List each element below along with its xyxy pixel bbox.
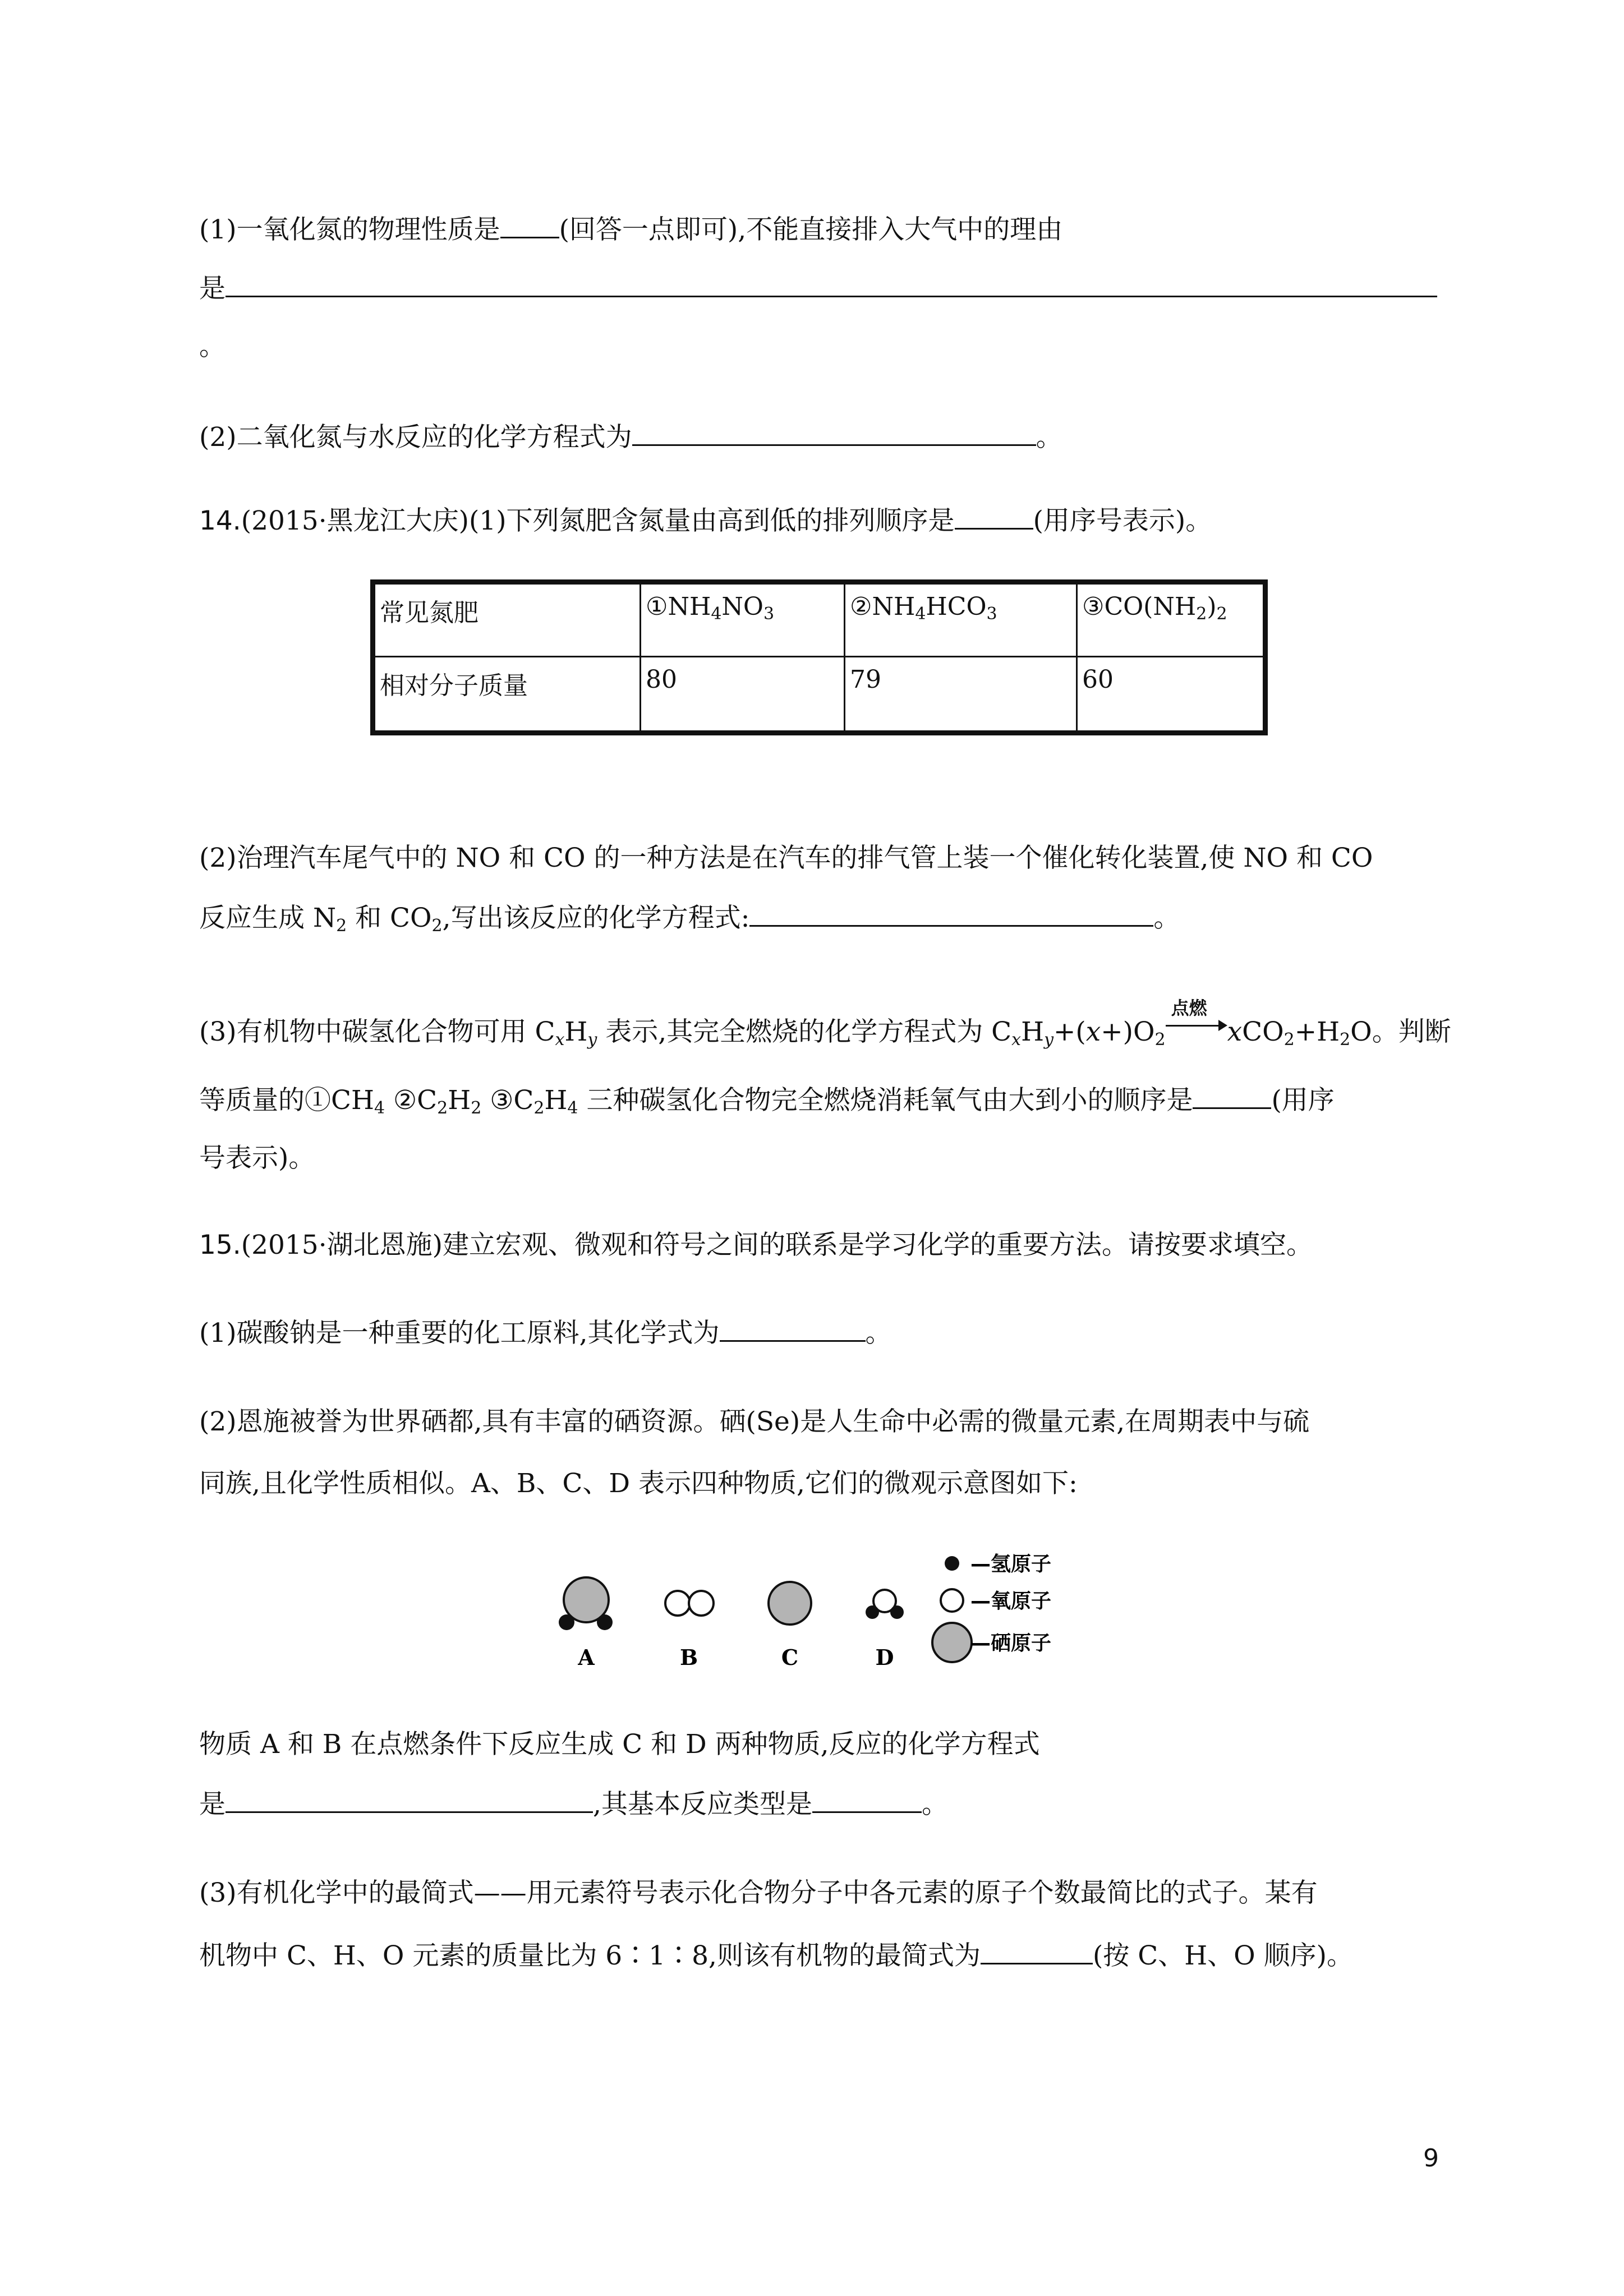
legend-selenium: —硒原子	[970, 1632, 1052, 1655]
fertilizer-table	[370, 579, 1268, 735]
label-b: B	[679, 1645, 698, 1670]
q15-part2-line4: 是 ,其基本反应类型是 。	[199, 1787, 948, 1821]
q15-part2-line3: 物质 A 和 B 在点燃条件下反应生成 C 和 D 两种物质,反应的化学方程式	[199, 1729, 1040, 1760]
q13-part1-period: 。	[199, 331, 226, 362]
hydrogen-legend-icon	[945, 1556, 959, 1571]
q15-part3-line1: (3)有机化学中的最简式——用元素符号表示化合物分子中各元素的原子个数最简比的式子。某有	[199, 1878, 1318, 1908]
q14-blank-oxygen-order[interactable]	[1193, 1083, 1271, 1109]
table-cell: $②NH_4HCO_3$	[845, 582, 1077, 657]
selenium-legend-icon	[932, 1623, 972, 1662]
table-cell: 相对分子质量	[373, 657, 641, 733]
q13-part1-text-a: (1)一氧化氮的物理性质是	[199, 214, 500, 245]
q15-part2-line1: (2)恩施被誉为世界硒都,具有丰富的硒资源。硒(Se)是人生命中必需的微量元素,在周期表中与硫	[199, 1406, 1310, 1437]
table-row	[373, 582, 1266, 657]
q14-stem-tail: (用序号表示)。	[1033, 505, 1212, 536]
q15-part1-line: (1)碳酸钠是一种重要的化工原料,其化学式为 。	[199, 1315, 892, 1350]
q13-part2-text: (2)二氧化氮与水反应的化学方程式为	[199, 422, 632, 453]
q15-blank-reaction-type[interactable]	[812, 1787, 922, 1813]
molecule-a	[559, 1577, 613, 1670]
q13-part1-line3	[199, 330, 226, 364]
q13-blank-property[interactable]	[500, 212, 559, 238]
q15-blank-equation[interactable]	[226, 1787, 593, 1813]
table-cell: $③CO(NH_2)_2$	[1077, 582, 1266, 657]
q14-part3-line1: (3)有机物中碳氢化合物可用 $C_xH_y$ 表示,其完全燃烧的化学方程式为 $C_xH_y+(x+)O_2$ 点燃 $xCO_2+H_2O$。判断	[199, 997, 1451, 1050]
molecule-diagram	[539, 1537, 1088, 1683]
oxygen-legend-icon	[941, 1589, 963, 1612]
q15-number: 15.	[199, 1230, 241, 1260]
q14-part3-line3: 号表示)。	[199, 1143, 315, 1174]
q14-stem-text: (2015·黑龙江大庆)(1)下列氮肥含氮量由高到低的排列顺序是	[241, 505, 955, 536]
molecule-b	[665, 1591, 714, 1670]
label-a: A	[578, 1645, 595, 1670]
q14-part2-line2: 反应生成 $N_2$ 和 $CO_2$,写出该反应的化学方程式: 。	[199, 900, 1180, 935]
q14-part3-line2: 等质量的$①CH_4$ $②C_2H_2$ $③C_2H_4$ 三种碳氢化合物完全燃烧消耗氧气由大到小的顺序是 (用序	[199, 1083, 1335, 1117]
page-number: 9	[1423, 2144, 1439, 2173]
q13-part2-period: 。	[1036, 422, 1062, 453]
table-cell: 80	[641, 657, 845, 733]
table-cell: 常见氮肥	[373, 582, 641, 657]
q13-blank-equation[interactable]	[632, 420, 1036, 446]
q15-blank-formula[interactable]	[720, 1315, 866, 1342]
q13-part1-line2	[199, 271, 1437, 306]
q15-blank-simplest-formula[interactable]	[981, 1938, 1093, 1964]
reaction-arrow: 点燃	[1166, 1018, 1227, 1041]
table-cell: 60	[1077, 657, 1266, 733]
q13-part1-text-b: (回答一点即可),不能直接排入大气中的理由	[559, 214, 1063, 245]
q15-part3-line2: 机物中 C、H、O 元素的质量比为 6∶1∶8,则该有机物的最简式为 (按 C、H、O 顺序)。	[199, 1938, 1353, 1973]
q15-stem-text: (2015·湖北恩施)建立宏观、微观和符号之间的联系是学习化学的重要方法。请按要求填空。	[241, 1230, 1313, 1260]
q15-part2-line2: 同族,且化学性质相似。A、B、C、D 表示四种物质,它们的微观示意图如下:	[199, 1468, 1078, 1499]
molecule-d	[866, 1590, 904, 1670]
legend	[932, 1553, 1051, 1662]
molecule-c	[769, 1582, 811, 1670]
q15-stem	[199, 1228, 1313, 1262]
q14-part2-text-a: (2)治理汽车尾气中的 NO 和 CO 的一种方法是在汽车的排气管上装一个催化转化装置,使 NO 和 CO	[199, 843, 1373, 873]
q14-number: 14.	[199, 505, 241, 536]
table-cell: $①NH_4NO_3$	[641, 582, 845, 657]
q13-part1-line1	[199, 212, 1062, 247]
q14-part2-line1	[199, 841, 1373, 875]
q14-stem	[199, 503, 1212, 538]
q14-blank-equation[interactable]	[749, 900, 1153, 927]
label-d: D	[875, 1645, 894, 1670]
legend-hydrogen: —氢原子	[970, 1553, 1052, 1576]
legend-oxygen: —氧原子	[970, 1590, 1052, 1613]
q13-part2-line	[199, 420, 1062, 454]
q14-blank-order[interactable]	[955, 503, 1033, 530]
table-row	[373, 657, 1266, 733]
label-c: C	[781, 1645, 799, 1670]
table-cell: 79	[845, 657, 1077, 733]
q13-part1-text-c: 是	[199, 273, 226, 304]
q13-blank-reason[interactable]	[226, 271, 1437, 297]
